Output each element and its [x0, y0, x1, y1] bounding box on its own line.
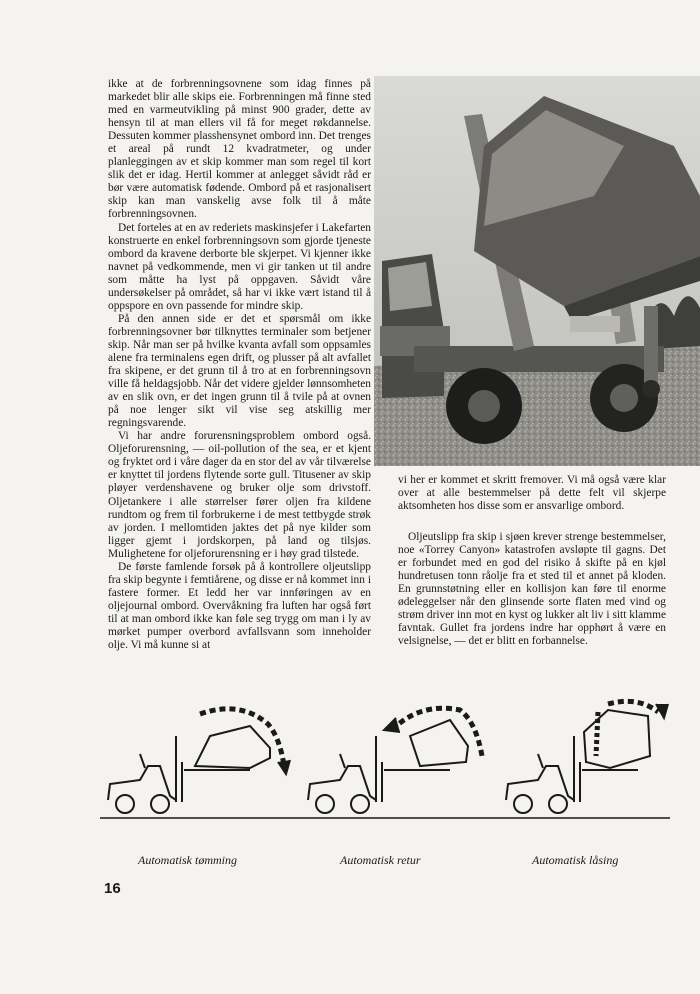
paragraph: På den annen side er det et spørsmål om ikke forbrenningsovner bør tilknyttes terminaler som betjener skip. Når man ser på hvilke kvanta avfall som oppsamles alene fra terminalens egen drift, og plusser på alt avfallet fra skipene, er det grunn til å tro at en forbrenningsovn ville få heldagsjobb. Når det videre gjelder lønnsomheten av en slik ovn, er det ingen grunn til å tvile på at ovnen på noe lenger sikt vil vise seg atskillig mer regningsvarende.: [108, 312, 371, 430]
skip-loader-illustrations: [100, 696, 670, 826]
paragraph: Vi har andre forurensningsproblem ombord også. Oljeforurensning, — oil-pollution of the sea, er et kjent og fryktet ord i våre dager da en stor del av vår tilværelse er knyttet til jordens flytende sorte gull. Titusener av skip pløyer verdenshavene og bruker olje som drivstoff. Oljetankere i alle størrelser fører oljen fra kildene rundtom og frem til forbrukerne i de mest tettbygde strøk av jorden. I mellomtiden jaktes det på nye kilder som ligger gjemt i jordskorpen, på land og tilsjøs. Mulighetene for oljeforurensning er i høy grad tilstede.: [108, 430, 371, 560]
paragraph: Det forteles at en av rederiets maskinsjefer i Lakefarten konstruerte en enkel forbrenningsovn som gjorde tjeneste ombord da kravene derborte ble skjerpet. Vi kjenner ikke navnet på vedkommende, men vi gir tanken ut til andre som måtte ha lyst på oppgaven. Såvidt våre undersøkelser på området, så har vi ikke vært istand til å oppspore en ovn passende for mindre skip.: [108, 221, 372, 312]
caption-automatic-locking: Automatisk låsing: [532, 853, 619, 867]
illustration-locking: [506, 701, 668, 813]
caption-automatic-return: Automatisk retur: [340, 853, 421, 867]
right-column-bottom: [398, 531, 666, 648]
illustration-tipping: [108, 709, 290, 813]
left-column: [108, 78, 371, 652]
paragraph: Oljeutslipp fra skip i sjøen krever strenge bestemmelser, noe «Torrey Canyon» katastrofen avsløpte til gagns. Det er forbundet med en god del risiko å skifte på en kjøl hundretusen tonn råolje fra et sted til et annet på kloden. En grunnstøtning eller en kollisjon kan føre til enorme ødeleggelser når den glinsende sorte flaten med vind og strøm driver inn mot en kyst og lukker alt liv i sitt klamme favntak. Gullet fra jordens indre har opphørt å være en velsignelse, — det er blitt en forbannelse.: [398, 531, 666, 648]
paragraph: De første famlende forsøk på å kontrollere oljeutslipp fra skip begynte i femtiårene, og disse er nå kommet inn i fastere former. Et ledd her var innføringen av en oljejournal ombord. Overvåkning fra luften har også ført til at man ombord ikke kan føle seg trygg om man i ly av mørket pumper overbord avfallsvann som inneholder olje. Vi må kunne si at: [108, 560, 371, 652]
illustration-return: [308, 708, 482, 813]
skip-truck-photo: [374, 76, 700, 466]
right-column-top: [398, 474, 666, 513]
page-number: 16: [104, 880, 121, 897]
paragraph: vi her er kommet et skritt fremover. Vi må også være klar over at alle bestemmelser på dette felt vil skjerpe aktsomheten hos disse som er ansvarlige ombord.: [398, 474, 666, 513]
paragraph: ikke at de forbrenningsovnene som idag finnes på markedet blir alle skips eie. Forbrenningen må finne sted med en varmeutvikling på minst 900 grader, dette av hensyn til at man ellers vil få for meget røkdannelse. Dessuten kommer plasshensynet ombord inn. Det trenges et areal på rundt 12 kvadratmeter, og under planleggingen av et skip kommer man som regel til kort slik det er idag. Hertil kommer at anlegget såvidt råd er bør være automatisk fødende. Ombord på et rasjonalisert skip kan man vanskelig avse folk til å måte forbrenningsovnen.: [108, 78, 371, 221]
caption-automatic-tipping: Automatisk tømming: [138, 853, 237, 867]
